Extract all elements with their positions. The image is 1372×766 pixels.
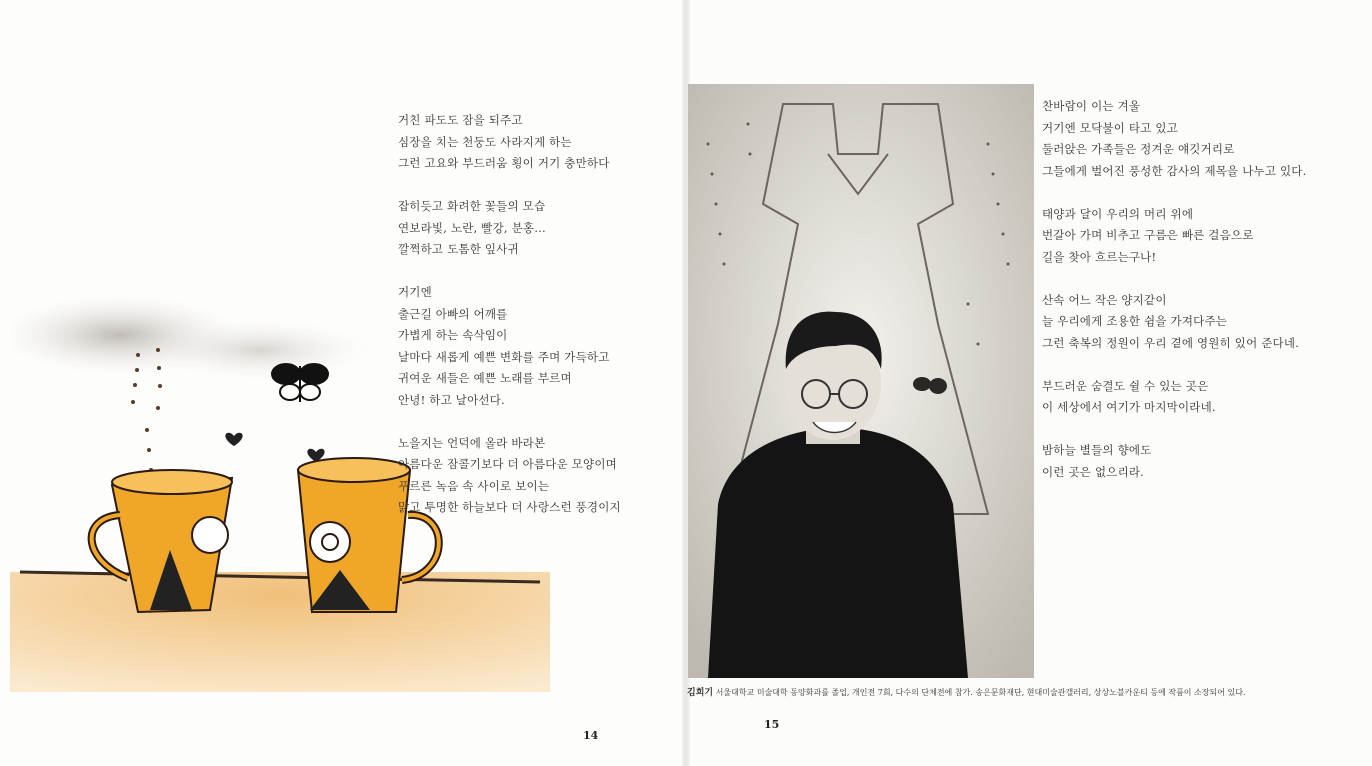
poem-right — [1042, 96, 1306, 505]
table-top — [10, 572, 550, 692]
poem-line: 둘러앉은 가족들은 정겨운 얘깃거리로 — [1042, 142, 1235, 156]
poem-line: 이런 곳은 없으리라. — [1042, 464, 1145, 479]
poem-line: 부드러운 숨결도 쉴 수 있는 곳은 — [1042, 378, 1209, 393]
poem-line: 노을지는 언덕에 올라 바라본 — [398, 435, 546, 450]
poem-line: 산속 어느 작은 양지같이 — [1042, 292, 1167, 307]
poem-line: 아름다운 잠콜기보다 더 아름다운 모양이며 — [398, 457, 617, 471]
poem-left — [398, 110, 621, 540]
poem-line: 깔쩍하고 도톰한 잎사귀 — [398, 242, 519, 256]
poem-line: 이 세상에서 여기가 마지막이라네. — [1042, 400, 1216, 414]
poem-stanza — [398, 282, 621, 411]
cloud-shape — [150, 320, 370, 380]
poem-line: 찬바람이 이는 겨울 — [1042, 99, 1141, 113]
poem-stanza — [398, 110, 621, 175]
artist-bio: 서울대학교 미술대학 동양화과를 졸업, 개인전 7회, 다수의 단체전에 참가. 송은문화재단, 현대미술관갤러리, 상상노블카운티 등에 작품이 소장되어 있다. — [715, 688, 1246, 697]
poem-line: 늘 우리에게 조용한 쉼을 가져다주는 — [1042, 314, 1228, 328]
poem-stanza — [1042, 290, 1306, 355]
poem-line: 그들에게 벌어진 풍성한 감사의 제목을 나누고 있다. — [1042, 163, 1307, 178]
poem-line: 맑고 투명한 하늘보다 더 사랑스런 풍경이지 — [398, 500, 621, 514]
poem-stanza — [1042, 376, 1306, 419]
poem-stanza — [398, 433, 621, 519]
poem-line: 연보라빛, 노란, 빨강, 분홍… — [398, 220, 546, 235]
poem-line: 거기엔 모닥불이 타고 있고 — [1042, 120, 1178, 135]
butterfly-icon — [272, 364, 328, 402]
poem-stanza — [1042, 96, 1306, 182]
poem-line: 번갈아 가며 비추고 구름은 빠른 걸음으로 — [1042, 228, 1254, 242]
artist-caption — [687, 685, 1246, 698]
page-number-right: 15 — [764, 718, 780, 731]
poem-line: 푸르른 녹음 속 사이로 보이는 — [398, 478, 550, 493]
poem-line: 태양과 달이 우리의 머리 위에 — [1042, 206, 1194, 221]
poem-stanza — [1042, 204, 1306, 269]
heart-icon — [225, 433, 242, 446]
poem-stanza — [398, 196, 621, 261]
poem-line: 거친 파도도 잠을 되주고 — [398, 113, 523, 127]
poem-line: 그런 축복의 정원이 우리 곁에 영원히 있어 준다네. — [1042, 335, 1300, 350]
artist-name: 김희기 — [687, 688, 714, 698]
poem-line: 가볍게 하는 속삭임이 — [398, 328, 508, 342]
poem-line: 잡히듯고 화려한 꽃들의 모습 — [398, 199, 546, 213]
portrait-photo — [688, 84, 1034, 678]
poem-line: 거기엔 — [398, 285, 432, 299]
poem-line: 밤하늘 별들의 향에도 — [1042, 443, 1152, 457]
poem-stanza — [1042, 440, 1306, 483]
poem-line: 그런 고요와 부드러움 횡이 거기 충만하다 — [398, 156, 610, 170]
poem-line: 심장을 치는 천둥도 사라지게 하는 — [398, 134, 572, 149]
poem-line: 안녕! 하고 날아선다. — [398, 392, 505, 407]
page-number-left: 14 — [583, 729, 599, 742]
poem-line: 출근길 아빠의 어깨를 — [398, 306, 508, 321]
poem-line: 길을 찾아 흐르는구나! — [1042, 249, 1157, 264]
poem-line: 날마다 새롭게 예쁜 변화를 주며 가득하고 — [398, 349, 610, 364]
poem-line: 귀여운 새들은 예쁜 노래를 부르며 — [398, 371, 572, 385]
